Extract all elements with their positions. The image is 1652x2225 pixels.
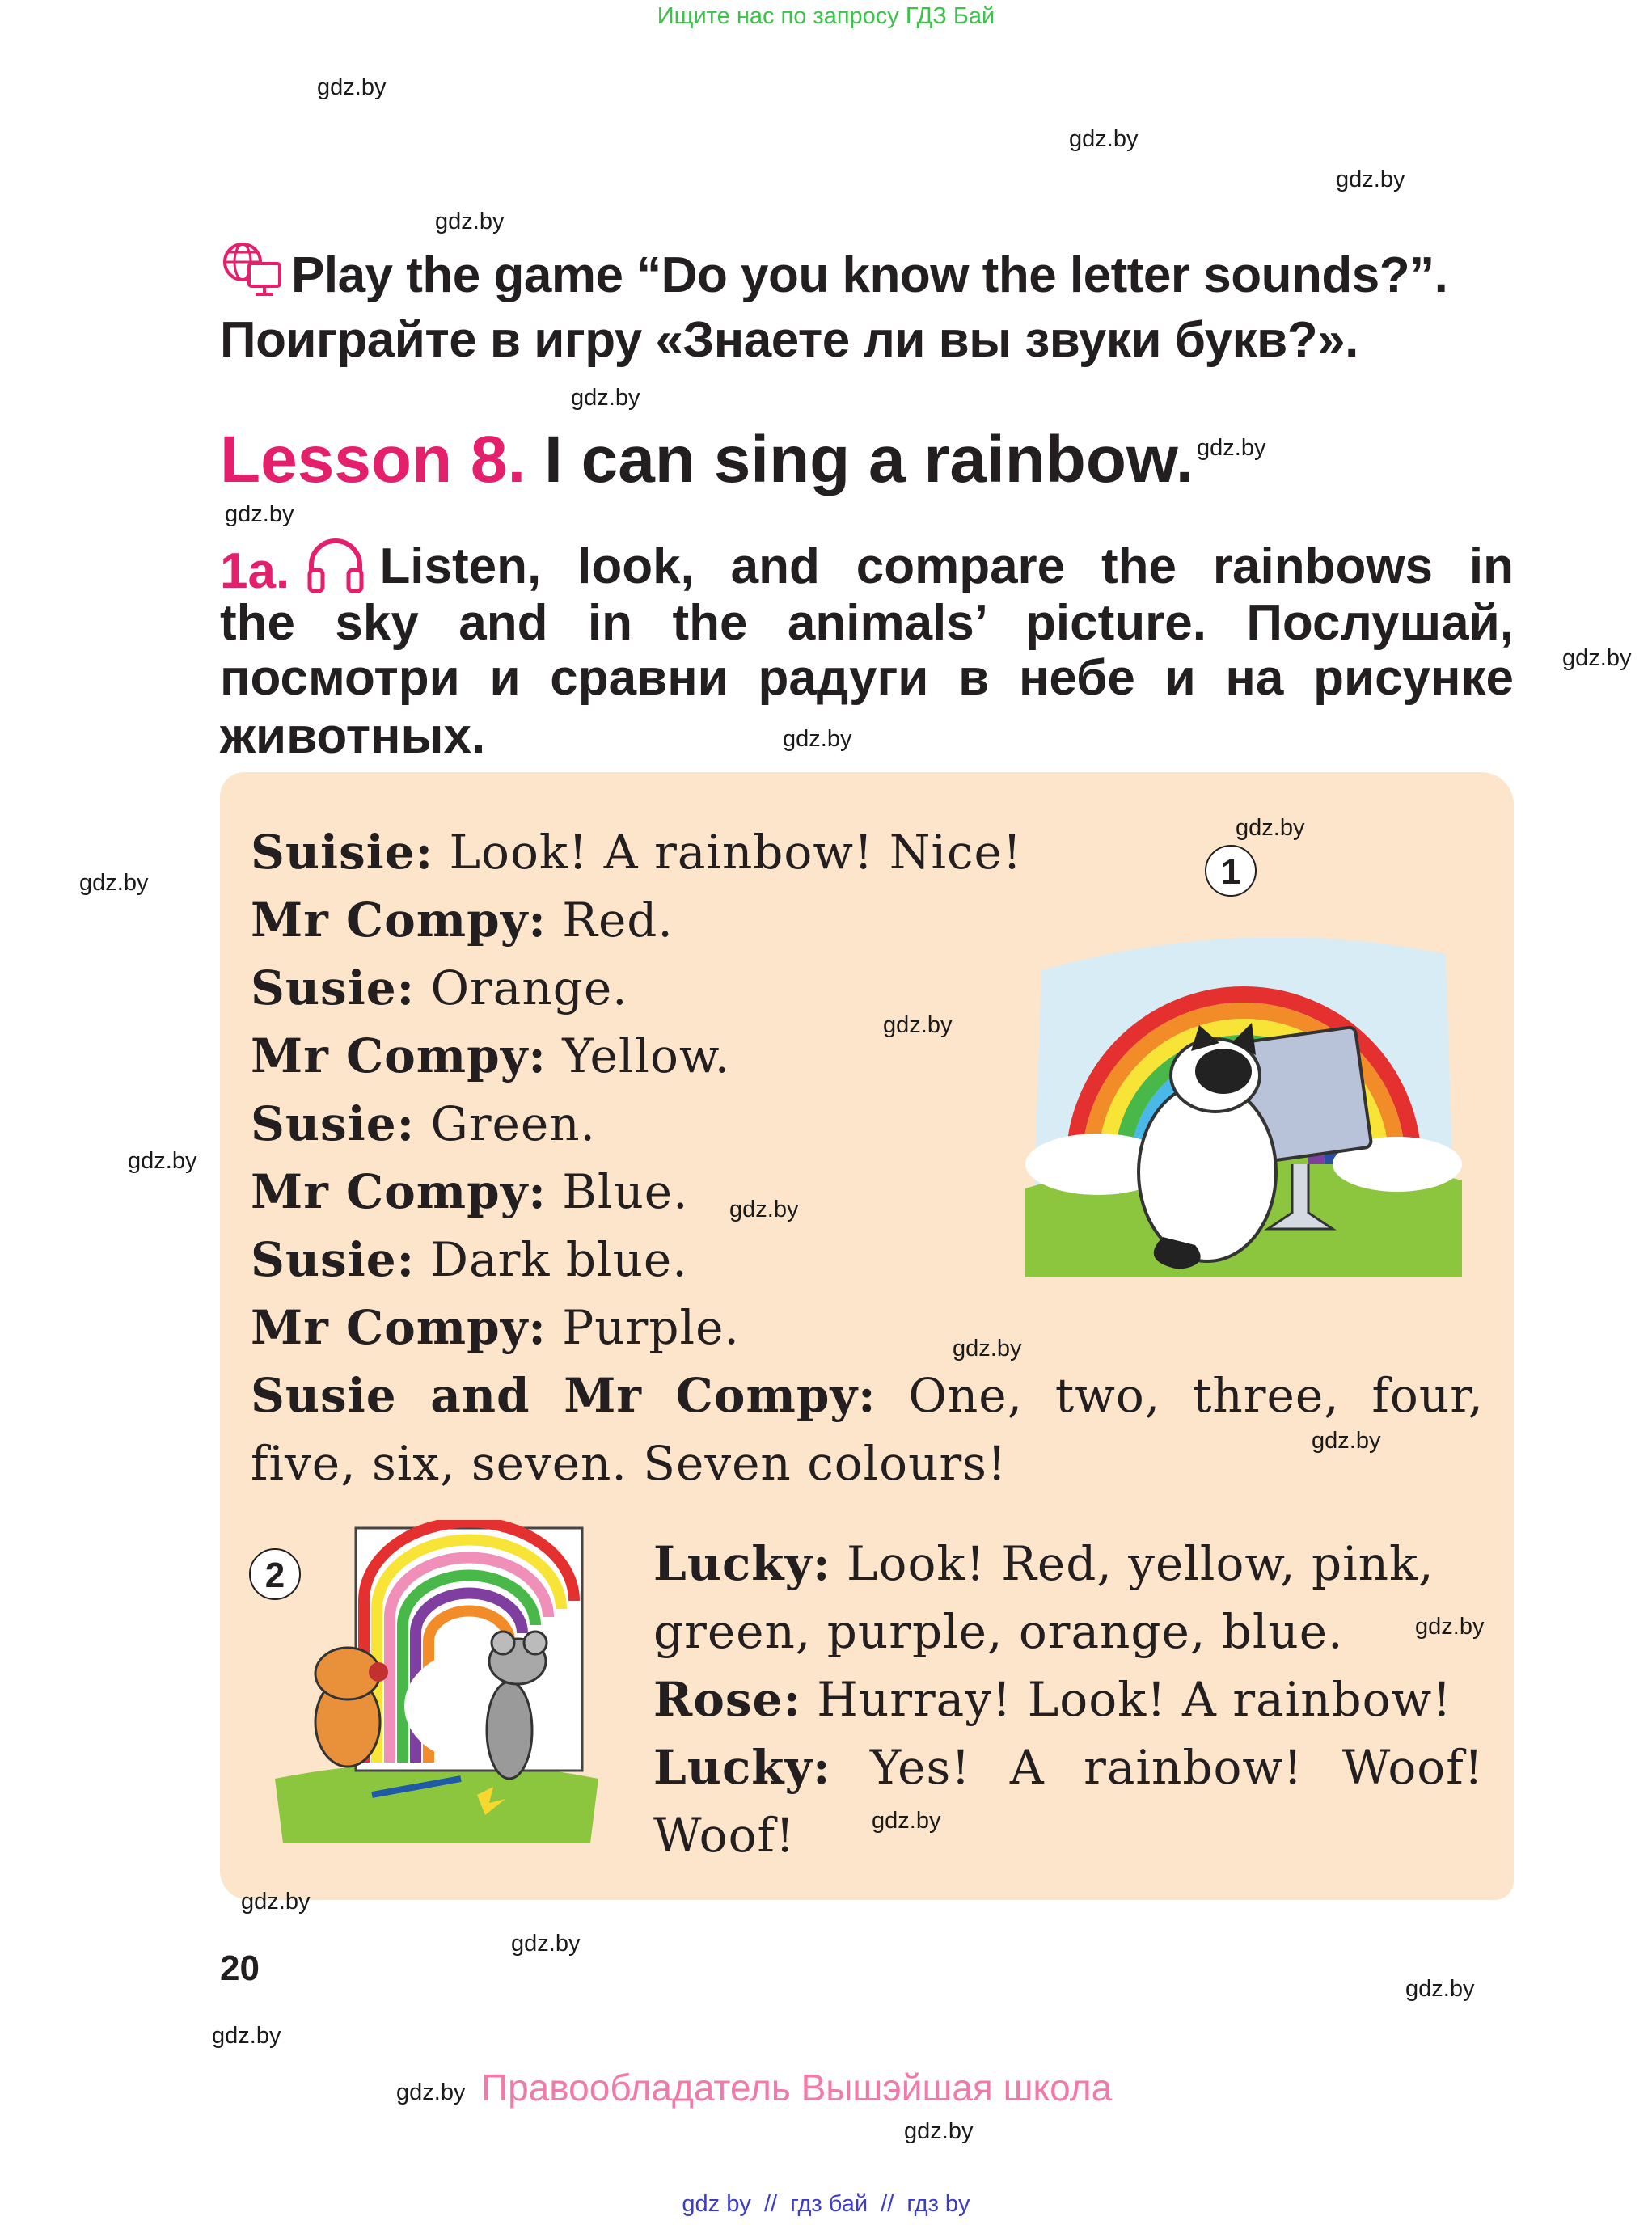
dialogue-line: Mr Compy: Purple. (251, 1300, 740, 1355)
task-line-2: the sky and in the animals’ picture. Послушай, (220, 595, 1514, 651)
watermark: gdz.by (872, 1808, 941, 1834)
watermark: gdz.by (783, 726, 852, 752)
picture-badge-2: 2 (249, 1548, 301, 1600)
lesson-heading (220, 422, 1194, 498)
watermark: gdz.by (1197, 435, 1266, 461)
game-instruction-ru: Поиграйте в игру «Знаете ли вы звуки букв?». (220, 312, 1358, 368)
watermark: gdz.by (212, 2023, 281, 2049)
watermark: gdz.by (435, 209, 505, 234)
lesson-title: I can sing a rainbow. (544, 423, 1194, 496)
watermark: gdz.by (1415, 1614, 1485, 1640)
game-instruction-en: Play the game “Do you know the letter sounds?”. (291, 247, 1448, 303)
dialogue-line: Woof! (653, 1808, 796, 1863)
watermark: gdz.by (128, 1148, 197, 1174)
headphones-icon (303, 538, 368, 591)
lesson-number: Lesson 8. (220, 423, 526, 496)
dialogue-line: Lucky: Yes! A rainbow! Woof! (653, 1740, 1484, 1795)
watermark: gdz.by (1236, 815, 1305, 841)
dog-mouse-rainbow-illustration (275, 1520, 598, 1843)
dialogue-line: Mr Compy: Yellow. (251, 1028, 731, 1083)
dialogue-line: Lucky: Look! Red, yellow, pink, (653, 1536, 1434, 1591)
watermark: gdz.by (79, 870, 149, 896)
watermark: gdz.by (571, 385, 640, 411)
dialogue-line: Rose: Hurray! Look! A rainbow! (653, 1672, 1452, 1727)
dialogue-line: Susie: Orange. (251, 961, 628, 1015)
top-banner[interactable]: Ищите нас по запросу ГДЗ Бай (657, 3, 995, 29)
task-line-1 (220, 538, 1514, 600)
task-text-1: Listen, look, and compare the rainbows in (379, 538, 1514, 594)
watermark: gdz.by (1336, 167, 1405, 192)
task-line-3: посмотри и сравни радуги в небе и на рисунке (220, 650, 1514, 706)
page-number: 20 (220, 1948, 260, 1988)
dialogue-line: green, purple, orange, blue. (653, 1604, 1344, 1659)
task-line-4: животных. (220, 708, 486, 764)
dialogue-line: Mr Compy: Blue. (251, 1164, 689, 1219)
watermark: gdz.by (317, 74, 387, 100)
watermark: gdz.by (1069, 126, 1139, 152)
watermark: gdz.by (729, 1197, 799, 1222)
task-number: 1a. (220, 543, 290, 599)
watermark: gdz.by (1562, 645, 1632, 671)
watermark: gdz.by (904, 2118, 974, 2144)
dialogue-line: Mr Compy: Red. (251, 893, 674, 948)
rainbow-cat-computer-illustration (1025, 922, 1462, 1277)
dialogue-line: Susie: Green. (251, 1096, 596, 1151)
watermark: gdz.by (225, 501, 294, 527)
dialogue-line: five, six, seven. Seven colours! (251, 1436, 1008, 1491)
copyright-footer: Правообладатель Вышэйшая школа (481, 2067, 1113, 2109)
dialogue-line: Suisie: Look! A rainbow! Nice! (251, 825, 1023, 880)
watermark: gdz.by (953, 1336, 1022, 1362)
watermark: gdz.by (883, 1012, 953, 1038)
globe-monitor-icon (220, 241, 283, 298)
bottom-links[interactable]: gdz by // гдз бай // гдз by (682, 2191, 970, 2217)
watermark: gdz.by (241, 1889, 311, 1915)
watermark: gdz.by (396, 2079, 466, 2105)
watermark: gdz.by (1312, 1428, 1381, 1454)
watermark: gdz.by (511, 1931, 581, 1957)
dialogue-line: Susie and Mr Compy: One, two, three, four, (251, 1368, 1484, 1423)
watermark: gdz.by (1405, 1976, 1475, 2002)
picture-badge-1: 1 (1205, 845, 1257, 897)
dialogue-line: Susie: Dark blue. (251, 1232, 688, 1287)
